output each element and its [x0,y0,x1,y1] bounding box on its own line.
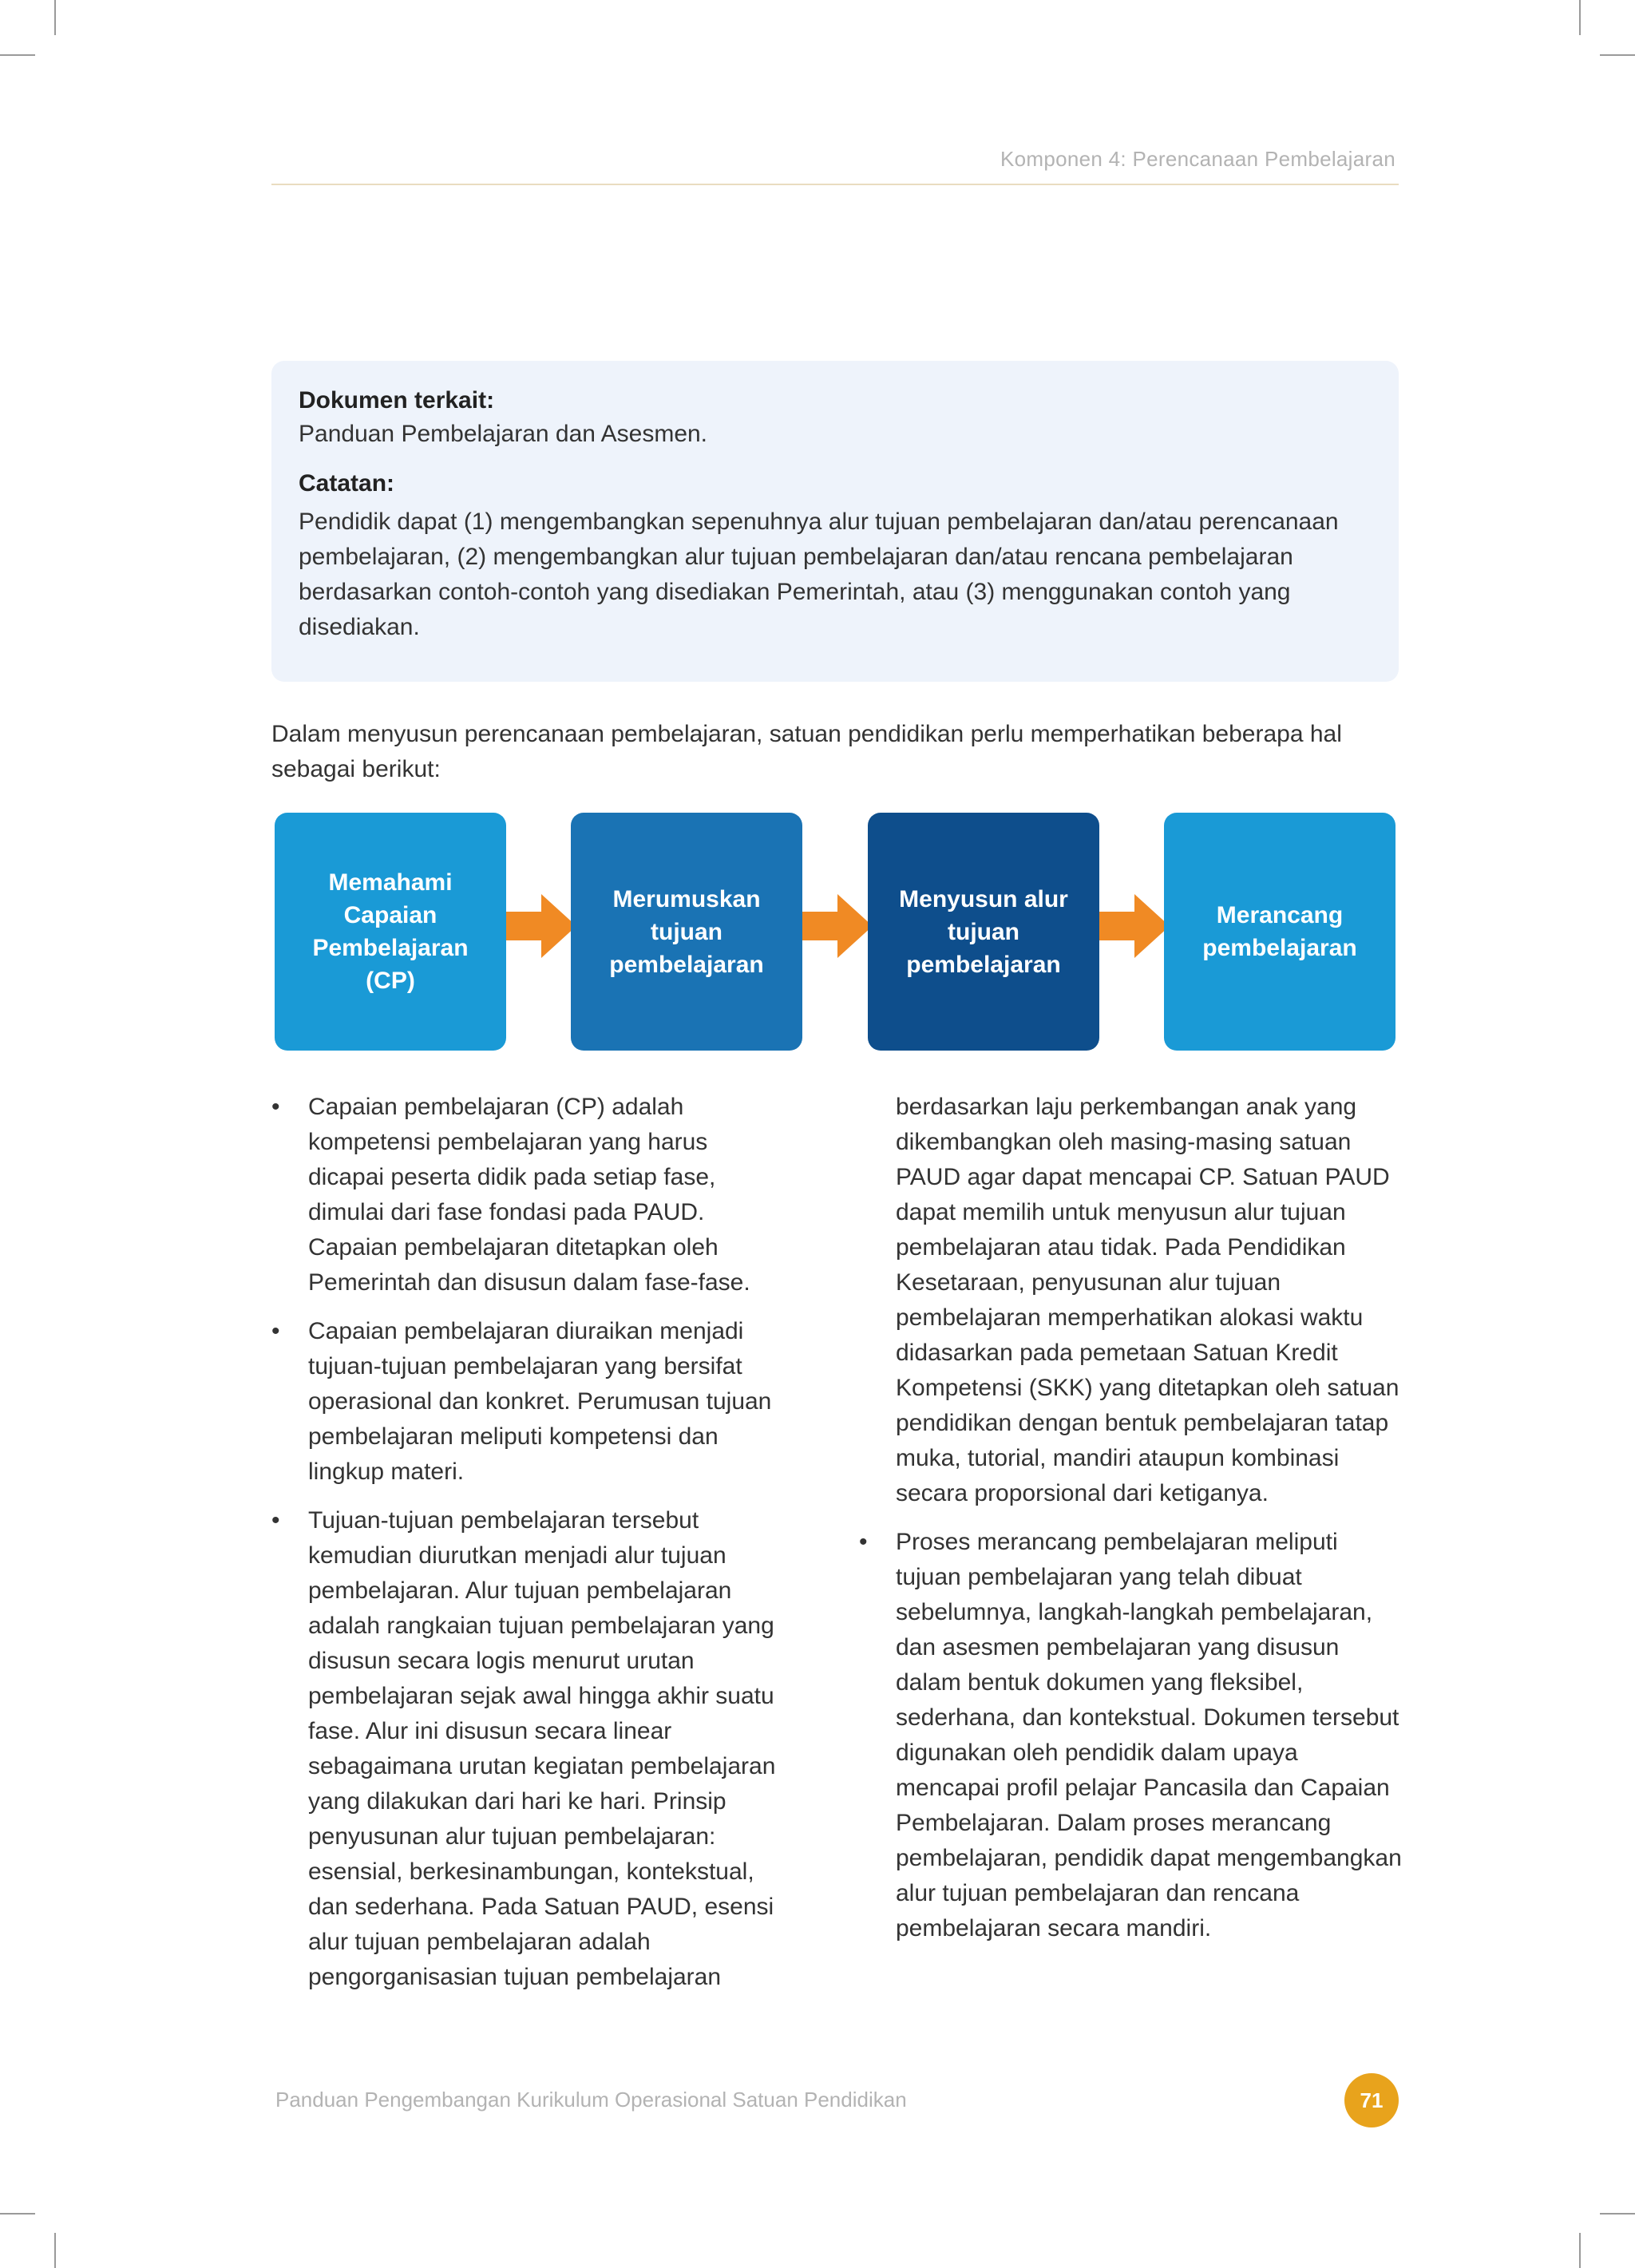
bullet-icon: • [271,1318,280,1344]
related-documents-label: Dokumen terkait: [299,387,495,414]
bullet-icon: • [271,1507,280,1534]
bullet-text: Capaian pembelajaran diuraikan menjadi tujuan-tujuan pembelajaran yang bersifat operasional dan konkret. Perumusan tujuan pembelajaran meliputi kompetensi dan lingkup materi. [308,1318,772,1485]
flow-step-design-learning: Merancang pembelajaran [1164,813,1395,1051]
list-item [859,1525,1402,1946]
notes-text: Pendidik dapat (1) mengembangkan sepenuhnya alur tujuan pembelajaran dan/atau perencanaan pembelajaran, (2) mengembangkan alur tujuan pembelajaran dan/atau rencana pembelajaran berdasarkan contoh-contoh yang disediakan Pemerintah, atau (3) menggunakan contoh yang disediakan. [299,509,1339,640]
bullet-icon: • [859,1529,868,1555]
flow-step-compose-sequence: Menyusun alur tujuan pembelajaran [868,813,1099,1051]
crop-mark [0,54,35,56]
right-column [859,1090,1402,1960]
flow-step-understand-cp: Memahami Capaian Pembelajaran (CP) [275,813,506,1051]
running-header: Komponen 4: Perencanaan Pembelajaran [1000,147,1395,171]
crop-mark [0,2213,35,2215]
page-number: 71 [1344,2073,1399,2127]
flow-arrow-icon [506,894,576,958]
header-divider [271,184,1399,185]
notes-label: Catatan: [299,470,395,497]
bullet-text: Proses merancang pembelajaran meliputi tujuan pembelajaran yang telah dibuat sebelumnya, langkah-langkah pembelajaran, dan asesmen pembelajaran yang disusun dalam bentuk dokumen yang fleksibel, sederhana, dan kontekstual. Dokumen tersebut digunakan oleh pendidik dalam upaya mencapai profil pelajar Pancasila dan Capaian Pembelajaran. Dalam proses merancang pembelajaran, pendidik dapat mengembangkan alur tujuan pembelajaran dan rencana pembelajaran secara mandiri. [896,1529,1402,1941]
list-item [271,1314,782,1490]
left-column [271,1090,782,2009]
crop-mark [54,2233,56,2268]
flow-step-formulate-goals: Merumuskan tujuan pembelajaran [571,813,802,1051]
flow-arrow-icon [802,894,873,958]
bullet-text-continued: berdasarkan laju perkembangan anak yang dikembangkan oleh masing-masing satuan PAUD agar dapat mencapai CP. Satuan PAUD dapat memilih untuk menyusun alur tujuan pembelajaran atau tidak. Pada Pendidikan Kesetaraan, penyusunan alur tujuan pembelajaran memperhatikan alokasi waktu didasarkan pada pemetaan Satuan Kredit Kompetensi (SKK) yang ditetapkan oleh satuan pendidikan dengan bentuk pembelajaran tatap muka, tutorial, mandiri ataupun kombinasi secara proporsional dari ketiganya. [896,1094,1399,1506]
bullet-icon: • [271,1094,280,1120]
flow-arrow-icon [1099,894,1170,958]
crop-mark [1579,0,1581,35]
intro-paragraph: Dalam menyusun perencanaan pembelajaran, satuan pendidikan perlu memperhatikan beberapa hal sebagai berikut: [271,721,1342,782]
crop-mark [1600,54,1635,56]
list-item [271,1503,782,1995]
related-documents-box [271,361,1399,682]
list-item [271,1090,782,1300]
bullet-text: Capaian pembelajaran (CP) adalah kompetensi pembelajaran yang harus dicapai peserta didik pada setiap fase, dimulai dari fase fondasi pada PAUD. Capaian pembelajaran ditetapkan oleh Pemerintah dan disusun dalam fase-fase. [308,1094,750,1296]
crop-mark [1579,2233,1581,2268]
footer-book-title: Panduan Pengembangan Kurikulum Operasional Satuan Pendidikan [275,2088,907,2112]
crop-mark [1600,2213,1635,2215]
crop-mark [54,0,56,35]
bullet-text: Tujuan-tujuan pembelajaran tersebut kemudian diurutkan menjadi alur tujuan pembelajaran. Alur tujuan pembelajaran adalah rangkaian tujuan pembelajaran yang disusun secara logis menurut urutan pembelajaran sejak awal hingga akhir suatu fase. Alur ini disusun secara linear sebagaimana urutan kegiatan pembelajaran yang dilakukan dari hari ke hari. Prinsip penyusunan alur tujuan pembelajaran: esensial, berkesinambungan, kontekstual, dan sederhana. Pada Satuan PAUD, esensi alur tujuan pembelajaran adalah pengorganisasian tujuan pembelajaran [308,1507,776,1990]
related-documents-text: Panduan Pembelajaran dan Asesmen. [299,421,708,447]
